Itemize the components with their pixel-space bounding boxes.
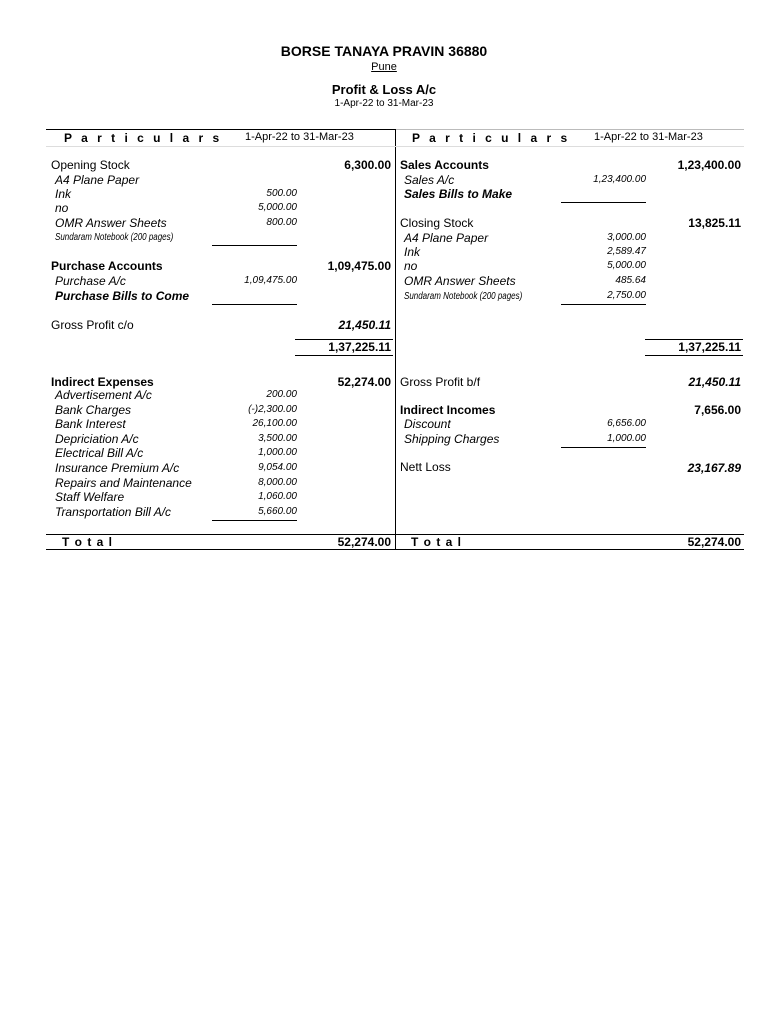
closing-stock-subtotal-rule [561,304,646,305]
expense-item-amount: 200.00 [266,389,297,400]
right-particulars-header: P a r t i c u l a r s [412,131,571,145]
left-period-header: 1-Apr-22 to 31-Mar-23 [245,131,354,143]
income-item-amount: 1,000.00 [607,433,646,444]
expense-item-name: Depriciation A/c [55,432,139,446]
sales-item-amount: 1,23,400.00 [593,174,646,185]
report-title: Profit & Loss A/c [331,82,437,97]
opening-item-name: OMR Answer Sheets [55,216,167,230]
expense-item-name: Bank Interest [55,417,126,431]
expense-item-amount: 26,100.00 [252,418,297,429]
nett-loss-amount: 23,167.89 [687,461,741,475]
left-subtotal-rule-bottom [295,355,393,356]
income-item-name: Discount [404,417,451,431]
expense-item-amount: 5,660.00 [258,506,297,517]
company-name: BORSE TANAYA PRAVIN 36880 [280,43,488,59]
opening-item-amount: 5,000.00 [258,202,297,213]
closing-item-amount: 2,750.00 [607,290,646,301]
closing-item-amount: 2,589.47 [607,246,646,257]
total-rule-bottom [46,549,744,550]
expense-item-amount: 9,054.00 [258,462,297,473]
closing-item-name: Ink [404,245,421,259]
opening-stock-label: Opening Stock [51,158,130,172]
closing-item-amount: 5,000.00 [607,260,646,271]
purchase-item-amount: 1,09,475.00 [244,275,297,286]
left-total: 52,274.00 [337,535,391,549]
closing-item-amount: 485.64 [615,275,646,286]
header-rule [46,146,744,147]
closing-item-name: A4 Plane Paper [404,231,489,245]
company-city: Pune [371,61,397,73]
sales-accounts-label: Sales Accounts [400,158,489,172]
closing-item-name: OMR Answer Sheets [404,274,516,288]
expense-item-name: Bank Charges [55,403,132,417]
right-total: 52,274.00 [687,535,741,549]
indirect-expenses-label: Indirect Expenses [51,375,154,389]
incomes-subtotal-rule [561,447,646,448]
sales-accounts-total: 1,23,400.00 [677,158,741,172]
column-divider [395,129,396,549]
opening-item-amount: 800.00 [266,217,297,228]
purchase-item-name: Purchase A/c [55,274,126,288]
gross-profit-co-label: Gross Profit c/o [51,318,134,332]
nett-loss-label: Nett Loss [400,460,451,474]
opening-item-name: A4 Plane Paper [55,173,140,187]
gross-profit-co-amount: 21,450.11 [338,318,391,332]
table-top-rule-left [46,129,395,130]
gross-profit-bf-label: Gross Profit b/f [400,375,481,389]
closing-stock-label: Closing Stock [400,216,474,230]
expense-item-amount: 1,060.00 [258,491,297,502]
closing-item-name: no [404,259,418,273]
expense-item-name: Repairs and Maintenance [55,476,192,490]
expense-item-name: Staff Welfare [55,490,125,504]
expense-item-name: Transportation Bill A/c [55,505,172,519]
sales-subtotal-rule [561,202,646,203]
expense-item-amount: 3,500.00 [258,433,297,444]
opening-item-name: Ink [55,187,72,201]
purchase-accounts-label: Purchase Accounts [51,259,163,273]
expense-item-amount: 8,000.00 [258,477,297,488]
income-item-amount: 6,656.00 [607,418,646,429]
sales-item-name: Sales Bills to Make [404,187,513,201]
opening-stock-total: 6,300.00 [344,158,391,172]
right-total-label: T o t a l [411,535,462,549]
closing-item-name: Sundaram Notebook (200 pages) [404,291,523,302]
opening-item-name: no [55,201,69,215]
right-subtotal-rule-bottom [645,355,743,356]
opening-item-amount: 500.00 [266,188,297,199]
purchase-subtotal-rule [212,304,297,305]
sales-item-name: Sales A/c [404,173,455,187]
indirect-incomes-label: Indirect Incomes [400,403,496,417]
expense-item-name: Electrical Bill A/c [55,446,144,460]
indirect-incomes-total: 7,656.00 [694,403,741,417]
purchase-accounts-total: 1,09,475.00 [327,259,391,273]
right-subtotal: 1,37,225.11 [678,340,741,354]
income-item-name: Shipping Charges [404,432,500,446]
expense-item-name: Insurance Premium A/c [55,461,180,475]
expense-item-amount: 1,000.00 [258,447,297,458]
opening-item-name: Sundaram Notebook (200 pages) [55,232,174,243]
expenses-subtotal-rule [212,520,297,521]
expense-item-name: Advertisement A/c [55,388,152,402]
left-total-label: T o t a l [62,535,113,549]
expense-item-amount: (-)2,300.00 [248,404,297,415]
report-period: 1-Apr-22 to 31-Mar-23 [334,98,434,109]
left-subtotal: 1,37,225.11 [328,340,391,354]
closing-stock-total: 13,825.11 [688,216,741,230]
indirect-expenses-total: 52,274.00 [337,375,391,389]
purchase-item-name: Purchase Bills to Come [55,289,190,303]
closing-item-amount: 3,000.00 [607,232,646,243]
opening-stock-subtotal-rule [212,245,297,246]
left-particulars-header: P a r t i c u l a r s [64,131,223,145]
gross-profit-bf-amount: 21,450.11 [688,375,741,389]
right-period-header: 1-Apr-22 to 31-Mar-23 [594,131,703,143]
